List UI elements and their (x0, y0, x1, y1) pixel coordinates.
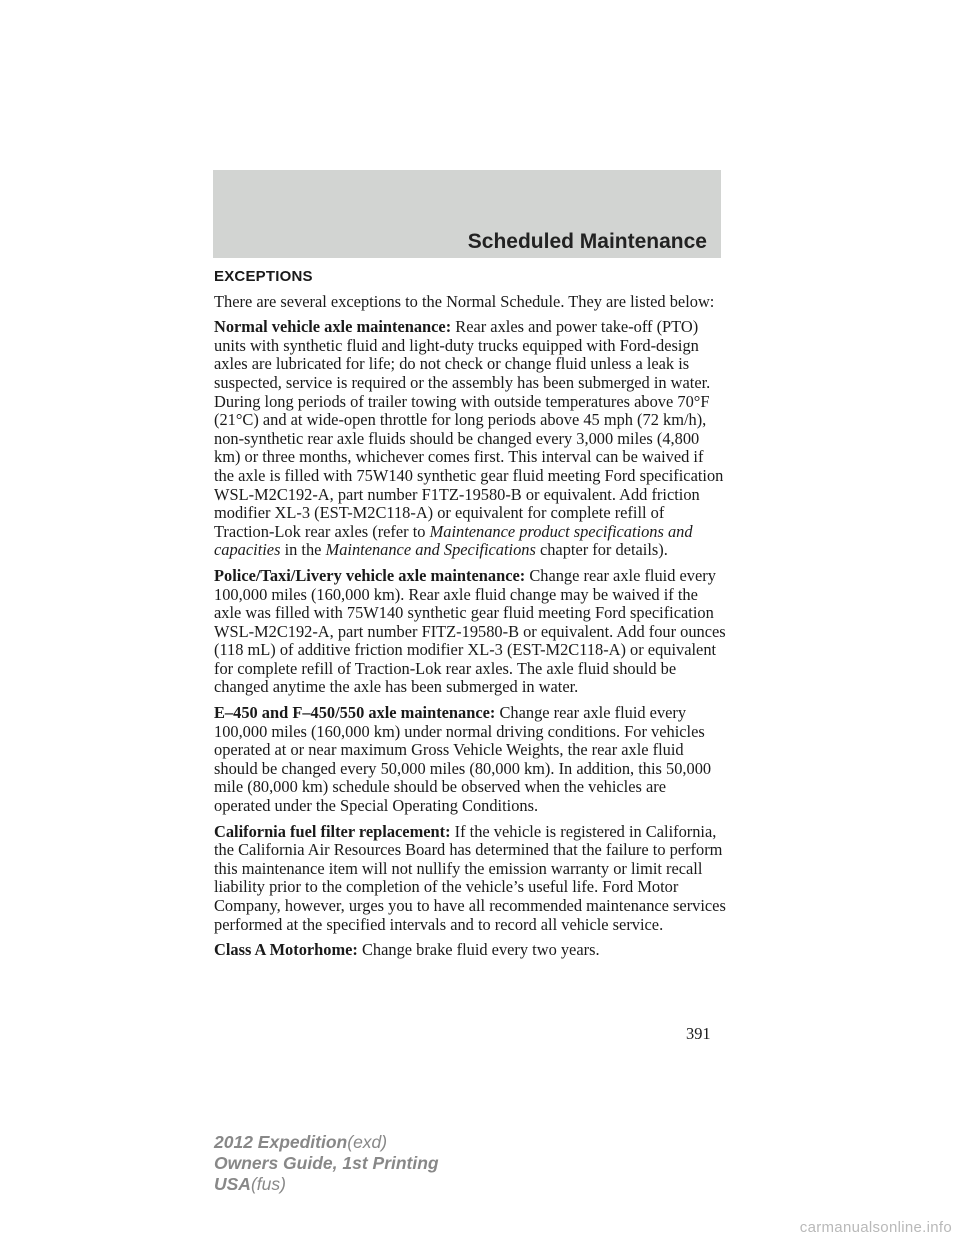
lead-police-axle: Police/Taxi/Livery vehicle axle maintenance: (214, 565, 526, 585)
footer-line-1 (214, 1132, 439, 1153)
italic-ref-specs: Maintenance product specifications and capacities (214, 521, 693, 560)
section-heading: EXCEPTIONS (214, 268, 313, 285)
text-class-a: Change brake fluid every two years. (361, 940, 600, 960)
text-police-axle: Change rear axle fluid every 100,000 miles (160,000 km). Rear axle fluid change may be waived if the axle was filled with 75W140 synthetic gear fluid meeting Ford specification WSL-M2C192-A, part number FITZ-19580-B or equivalent. Add four ounces (118 mL) of additive friction modifier XL-3 (EST-M2C118-A) or equivalent for complete refill of Traction-Lok rear axles. The axle fluid should be changed anytime the axle has been submerged in water. (214, 565, 726, 697)
text-e450-axle: Change rear axle fluid every 100,000 miles (160,000 km) under normal driving conditions. For vehicles operated at or near maximum Gross Vehicle Weights, the rear axle fluid should be changed every 50,000 miles (80,000 km). In addition, this 50,000 mile (80,000 km) schedule should be observed when the vehicles are operated under the Special Operating Conditions. (214, 703, 712, 816)
lead-california-filter: California fuel filter replacement: (214, 821, 451, 841)
intro-paragraph: There are several exceptions to the Normal Schedule. They are listed below: (214, 291, 715, 311)
footer-imprint (214, 1132, 439, 1195)
lead-normal-axle: Normal vehicle axle maintenance: (214, 317, 452, 337)
footer-line-2: Owners Guide, 1st Printing (214, 1153, 439, 1173)
lead-e450-axle: E–450 and F–450/550 axle maintenance: (214, 703, 496, 723)
paragraph-normal-axle (214, 318, 726, 560)
watermark: carmanualsonline.info (799, 1219, 952, 1236)
footer-model: 2012 Expedition (214, 1132, 348, 1152)
footer-market-code: (fus) (250, 1174, 286, 1194)
page-content (214, 268, 726, 967)
lead-class-a: Class A Motorhome: (214, 940, 358, 960)
paragraph-california-filter (214, 823, 726, 935)
text-california-filter: If the vehicle is registered in California, the California Air Resources Board has determined that the failure to perform this maintenance item will not nullify the emission warranty or limit recall liability prior to the completion of the vehicle’s useful life. Ford Motor Company, however, urges you to have all recommended maintenance services performed at the specified intervals and to record all vehicle service. (214, 821, 726, 934)
footer-line-3 (214, 1174, 439, 1195)
italic-ref-chapter: Maintenance and Specifications (325, 540, 536, 560)
text-normal-axle-1: Rear axles and power take-off (PTO) units with synthetic fluid and light-duty trucks equipped with Ford-design axles are lubricated for life; do not check or change fluid unless a leak is suspected, service is required or the assembly has been submerged in water. During long periods of trailer towing with outside temperatures above 70°F (21°C) and at wide-open throttle for long periods above 45 mph (72 km/h), non-synthetic rear axle fluids should be changed every 3,000 miles (4,800 km) or three months, whichever comes first. This interval can be waived if the axle is filled with 75W140 synthetic gear fluid meeting Ford specification WSL-M2C192-A, part number F1TZ-19580-B or equivalent. Add friction modifier XL-3 (EST-M2C118-A) or equivalent for complete refill of Traction-Lok rear axles (refer to (214, 317, 724, 541)
text-normal-axle-2: in the (284, 540, 322, 560)
footer-market: USA (214, 1174, 251, 1194)
footer-model-code: (exd) (347, 1132, 388, 1152)
paragraph-class-a (214, 941, 726, 960)
paragraph-police-axle (214, 567, 726, 697)
page-number: 391 (686, 1024, 711, 1043)
section-header-band (213, 170, 721, 258)
text-normal-axle-3: chapter for details). (539, 540, 668, 560)
header-title: Scheduled Maintenance (467, 230, 707, 253)
paragraph-e450-axle (214, 704, 726, 816)
